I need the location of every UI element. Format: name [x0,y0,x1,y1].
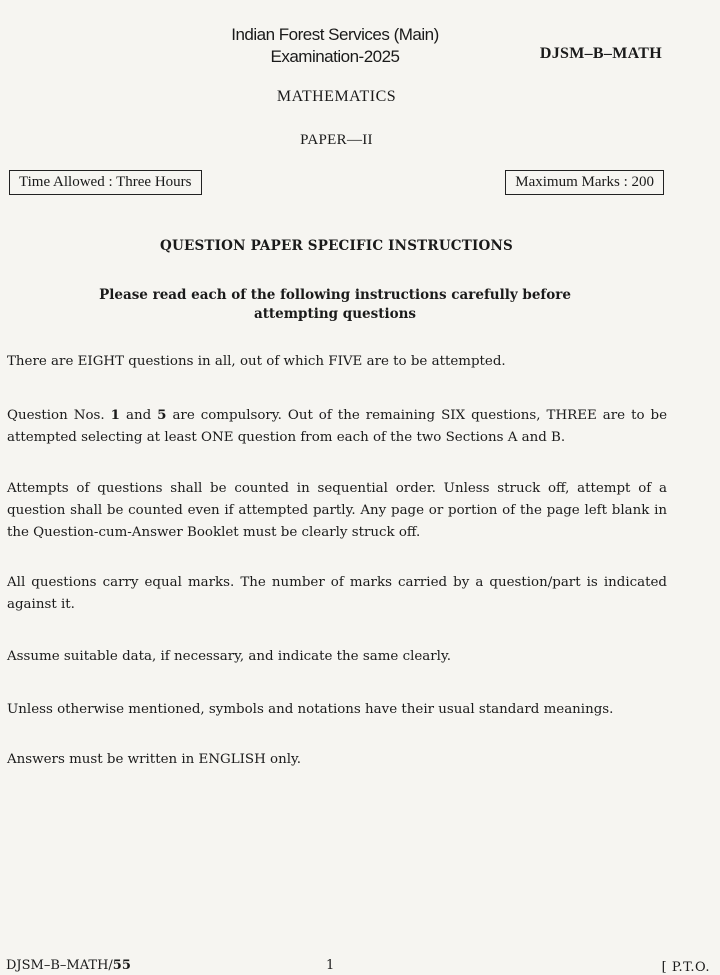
footer-pto: [ P.T.O. [661,960,710,975]
instruction-paragraph-5: Assume suitable data, if necessary, and indicate the same clearly. [7,649,452,664]
p2-question-1: 1 [110,407,120,423]
footer-code-number: 55 [112,958,131,973]
footer-code-prefix: DJSM–B–MATH/ [6,958,113,973]
subject-title: MATHEMATICS [276,88,397,105]
please-read-line2: attempting questions [253,306,417,322]
p2-and: and [119,408,158,423]
please-read-line1: Please read each of the following instructions carefully before [99,287,571,303]
maximum-marks-box: Maximum Marks : 200 [505,170,664,195]
footer-page-number: 1 [326,958,335,973]
exam-title-line1: Indian Forest Services (Main) [231,25,439,44]
instruction-paragraph-3: Attempts of questions shall be counted in sequential order. Unless struck off, attempt of a question shall be counted even if attempted partly. Any page or portion of the page left blank in the Question-cum-Answer Booklet must be clearly struck off. [7,481,667,540]
instruction-paragraph-7: Answers must be written in ENGLISH only. [7,752,302,767]
time-allowed-box: Time Allowed : Three Hours [9,170,202,195]
paper-code: DJSM–B–MATH [539,45,662,62]
instruction-paragraph-4: All questions carry equal marks. The number of marks carried by a question/part is indicated against it. [7,575,667,612]
instruction-paragraph-2 [7,404,667,449]
exam-title-line2: Examination-2025 [270,47,400,66]
paper-title: PAPER—II [300,132,373,148]
instruction-paragraph-1: There are EIGHT questions in all, out of which FIVE are to be attempted. [7,354,506,369]
p2-question-5: 5 [157,407,167,423]
p2-before: Question Nos. [7,408,111,423]
instructions-heading: QUESTION PAPER SPECIFIC INSTRUCTIONS [160,238,513,254]
please-read-note [60,286,610,324]
p2-after: are compulsory. Out of the remaining SIX questions, THREE are to be attempted selecting at least ONE question from each of the two Sections A and B. [7,408,667,445]
instruction-paragraph-6: Unless otherwise mentioned, symbols and notations have their usual standard meanings. [7,702,614,717]
footer-paper-code [6,958,131,973]
